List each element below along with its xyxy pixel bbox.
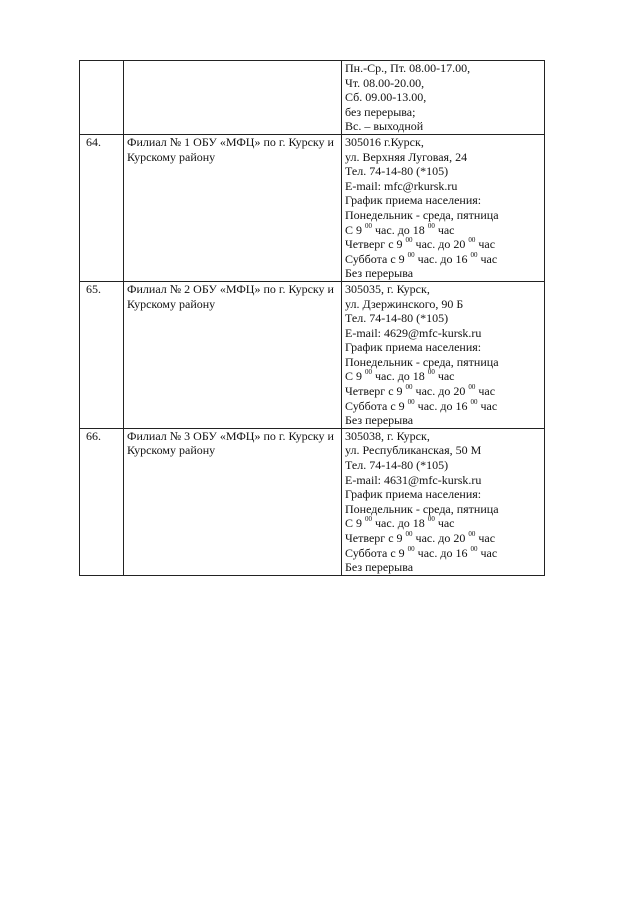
branch-name: Филиал № 2 ОБУ «МФЦ» по г. Курску и Курскому району [127,281,334,311]
info-line: 305038, г. Курск, [345,428,430,443]
info-line: ул. Верхняя Луговая, 24 [345,149,468,164]
branches-table [79,60,545,576]
info-line: Без перерыва [345,560,414,575]
branch-info-cell [342,428,545,575]
table-row [80,428,545,575]
info-line: Пн.-Ср., Пт. 08.00-17.00, [345,61,471,75]
info-line: Сб. 09.00-13.00, [345,90,427,105]
info-line: Вс. – выходной [345,119,424,134]
info-line[interactable]: E-mail: 4629@mfc-kursk.ru [345,325,482,340]
info-line: Суббота с 9 $^{00}$ час. до 16 $^{00}$ час [345,397,498,413]
info-line: График приема населения: [345,487,482,502]
info-line: Суббота с 9 $^{00}$ час. до 16 $^{00}$ час [345,544,498,560]
info-line[interactable]: E-mail: 4631@mfc-kursk.ru [345,472,482,487]
branch-info-cell [342,281,545,428]
branch-info-cell [342,61,545,135]
info-line: Без перерыва [345,413,414,428]
table-row [80,61,545,135]
info-line: С 9 $^{00}$ час. до 18 $^{00}$ час [345,515,455,531]
info-line: График приема населения: [345,193,482,208]
info-line: ул. Республиканская, 50 М [345,443,482,458]
info-line: Без перерыва [345,266,414,281]
info-line: С 9 $^{00}$ час. до 18 $^{00}$ час [345,221,455,237]
info-line: Четверг с 9 $^{00}$ час. до 20 $^{00}$ час [345,236,496,252]
row-number [80,61,124,135]
branch-name: Филиал № 3 ОБУ «МФЦ» по г. Курску и Курскому району [127,428,334,458]
info-line: 305035, г. Курск, [345,281,430,296]
info-line: Четверг с 9 $^{00}$ час. до 20 $^{00}$ час [345,530,496,545]
branch-name-cell [124,428,342,575]
info-line: С 9 $^{00}$ час. до 18 $^{00}$ час [345,368,455,384]
info-line: Понедельник - среда, пятница [345,354,499,369]
info-line: Понедельник - среда, пятница [345,501,499,516]
row-number: 64. [80,134,124,281]
branch-name: Филиал № 1 ОБУ «МФЦ» по г. Курску и Курскому району [127,134,334,164]
row-number: 65. [80,281,124,428]
info-line: Тел. 74-14-80 (*105) [345,311,449,326]
branch-info-cell [342,134,545,281]
info-line[interactable]: E-mail: mfc@rkursk.ru [345,178,458,193]
info-line: ул. Дзержинского, 90 Б [345,296,464,311]
branch-name-cell [124,61,342,135]
table-row [80,134,545,281]
info-line: 305016 г.Курск, [345,134,424,149]
info-line: Суббота с 9 $^{00}$ час. до 16 $^{00}$ час [345,250,498,266]
table-row [80,281,545,428]
branch-name-cell [124,134,342,281]
row-number: 66. [80,428,124,575]
info-line: Понедельник - среда, пятница [345,207,499,222]
info-line: Чт. 08.00-20.00, [345,75,425,90]
branches-table-body [80,61,545,576]
info-line: График приема населения: [345,340,482,355]
info-line: Тел. 74-14-80 (*105) [345,458,449,473]
branch-name-cell [124,281,342,428]
info-line: без перерыва; [345,104,416,119]
info-line: Тел. 74-14-80 (*105) [345,164,449,179]
info-line: Четверг с 9 $^{00}$ час. до 20 $^{00}$ час [345,383,496,399]
